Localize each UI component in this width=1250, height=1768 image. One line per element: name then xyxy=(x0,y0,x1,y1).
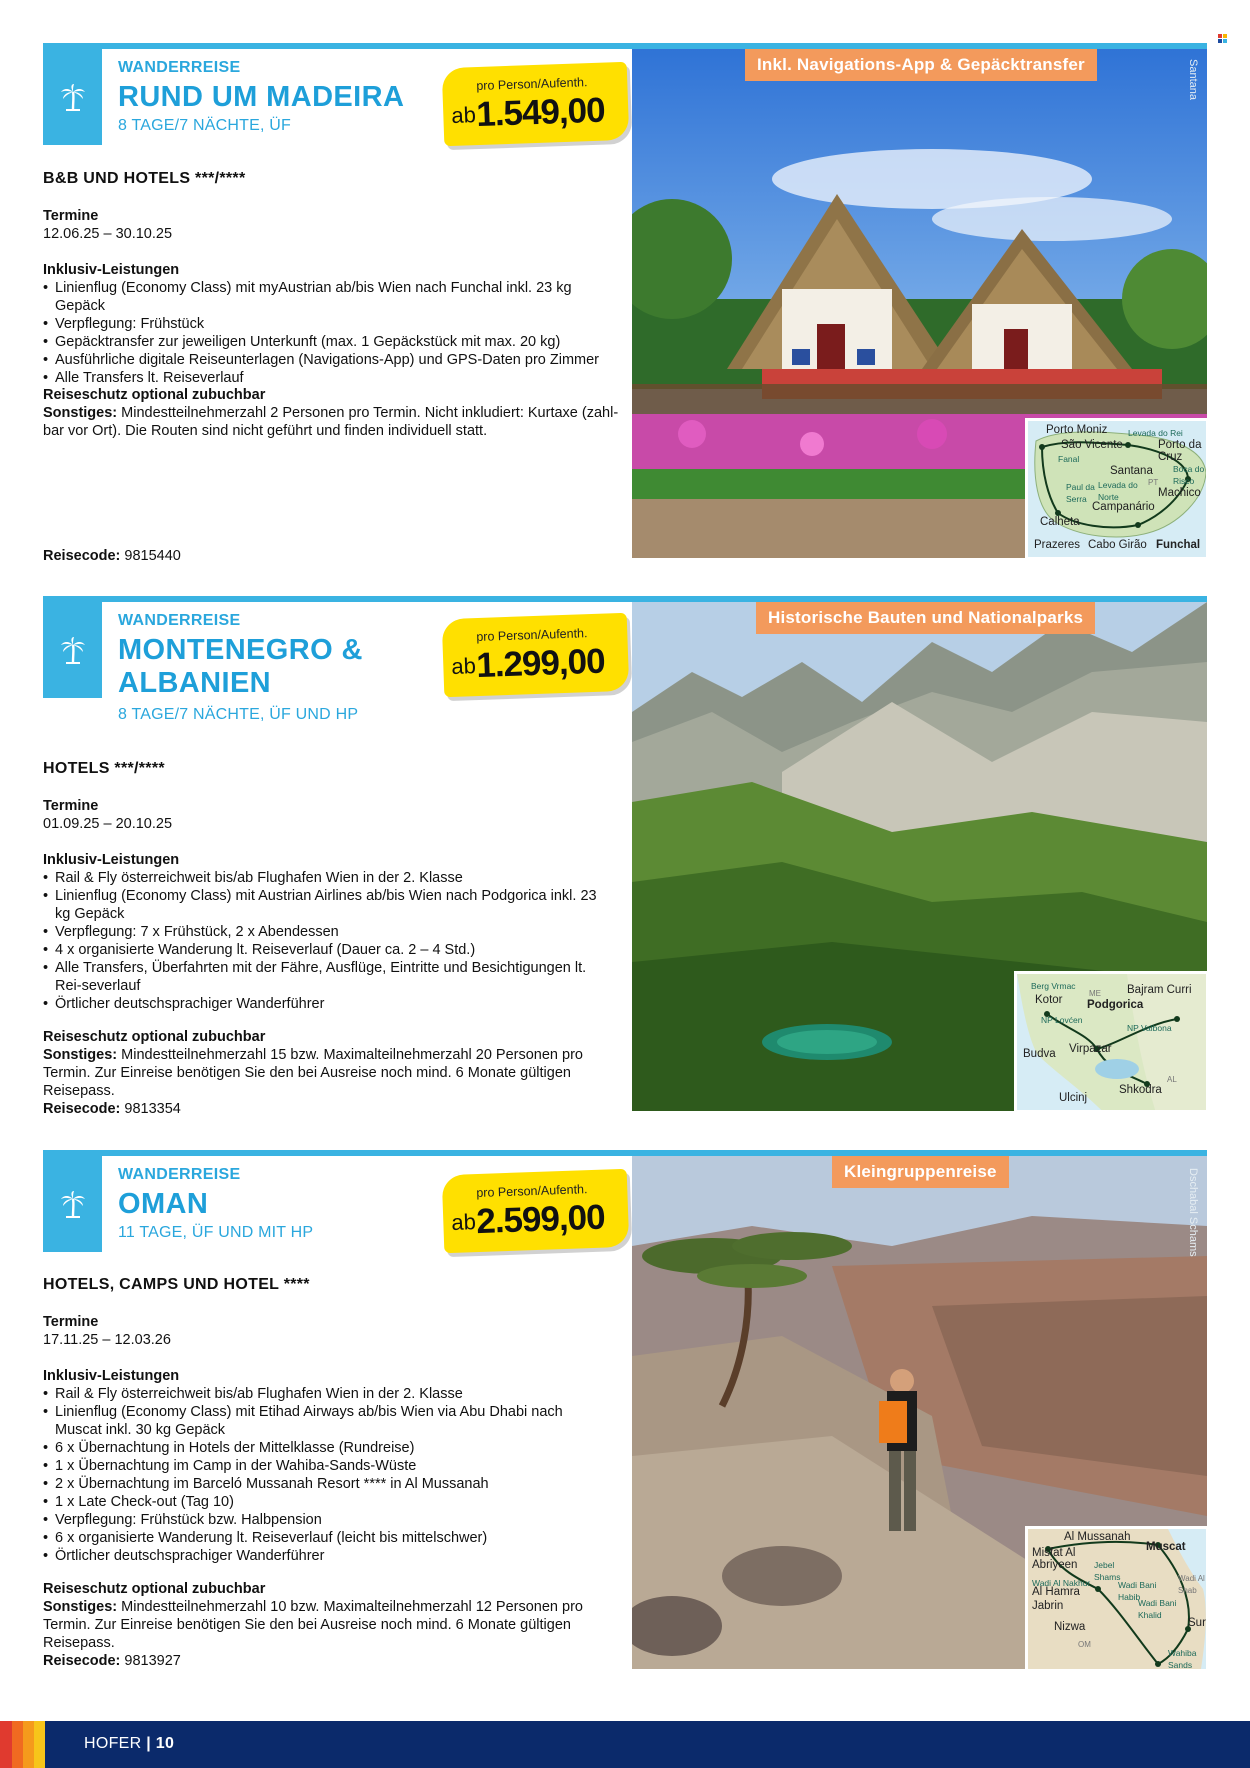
brand-name: HOFER xyxy=(84,1735,142,1752)
list-item: • 4 x organisierte Wanderung lt. Reiseverlauf (Dauer ca. 2 – 4 Std.) xyxy=(43,941,613,959)
termine-heading: Termine xyxy=(43,208,99,224)
reisecode-value: 9815440 xyxy=(124,548,181,564)
list-item: • 2 x Übernachtung im Barceló Mussanah Resort **** in Al Mussanah xyxy=(43,1475,608,1493)
map-label: AL xyxy=(1167,1075,1177,1084)
list-item: • Ausführliche digitale Reiseunterlagen (Navigations-App) und GPS-Daten pro Zimmer xyxy=(43,351,603,369)
sonstiges-text: Mindestteilnehmerzahl 10 bzw. Maximalteilnehmerzahl 12 Personen pro Termin. Zur Einreise benötigen Sie den bei Ausreise noch mind. 6 Monate gültigen Reisepass. xyxy=(43,1599,583,1651)
list-item: • 6 x organisierte Wanderung lt. Reiseverlauf (leicht bis mittelschwer) xyxy=(43,1529,608,1547)
offer-madeira xyxy=(43,43,1207,563)
map-label: Paul da Serra xyxy=(1066,482,1095,504)
list-item: • Rail & Fly österreichweit bis/ab Flughafen Wien in der 2. Klasse xyxy=(43,1385,608,1403)
page-number: 10 xyxy=(155,1735,175,1752)
map-label: Wadi Bani Habib xyxy=(1118,1580,1157,1602)
map-label: Virpazar xyxy=(1069,1043,1112,1055)
sonstiges-block xyxy=(43,1580,625,1652)
map-label: Kotor xyxy=(1035,994,1063,1006)
sonstiges-heading: Sonstiges: xyxy=(43,1047,118,1063)
list-item: • 6 x Übernachtung in Hotels der Mittelklasse (Rundreise) xyxy=(43,1439,608,1457)
map-label: Ulcinj xyxy=(1059,1092,1088,1104)
map-label: Jebel Shams xyxy=(1094,1560,1121,1582)
list-item: • Verpflegung: 7 x Frühstück, 2 x Abendessen xyxy=(43,923,613,941)
footer-stripes xyxy=(0,1721,55,1768)
inklusiv-heading: Inklusiv-Leistungen xyxy=(43,852,180,868)
list-item: • 1 x Late Check-out (Tag 10) xyxy=(43,1493,608,1511)
map-label: Shkodra xyxy=(1119,1084,1162,1096)
map-label: Bajram Curri xyxy=(1127,984,1192,996)
list-item: • Verpflegung: Frühstück bzw. Halbpension xyxy=(43,1511,608,1529)
reisecode-heading: Reisecode: xyxy=(43,1101,121,1117)
page-footer xyxy=(0,1721,1250,1768)
photo-credit: Dschabal Schams xyxy=(1187,1168,1199,1257)
termine-heading: Termine xyxy=(43,798,99,814)
map-label: Wadi Bani Khalid xyxy=(1138,1598,1177,1620)
inklusiv-heading: Inklusiv-Leistungen xyxy=(43,1368,180,1384)
feature-badge: Inkl. Navigations-App & Gepäcktransfer xyxy=(745,49,1097,81)
palm-tree-icon xyxy=(43,1156,102,1252)
reiseschutz-note: Reiseschutz optional zubuchbar xyxy=(43,1029,266,1045)
hotel-category: HOTELS ***/**** xyxy=(43,760,165,777)
inklusiv-list xyxy=(43,279,603,387)
route-map-montenegro xyxy=(1014,971,1207,1111)
termine-block xyxy=(43,1313,623,1349)
map-label: Campanário xyxy=(1092,501,1155,513)
map-label: Funchal xyxy=(1156,539,1201,551)
map-label: Calheta xyxy=(1040,516,1080,528)
photo-oman-hiker xyxy=(632,1156,1207,1669)
price-prefix: ab xyxy=(450,653,477,679)
price-prefix: ab xyxy=(450,102,477,128)
photo-montenegro-mountains xyxy=(632,602,1207,1111)
offer-title: MONTENEGRO & ALBANIEN xyxy=(118,634,363,699)
map-label: NP Valbona xyxy=(1127,1023,1172,1033)
offer-kicker: WANDERREISE xyxy=(118,612,241,629)
sonstiges-heading: Sonstiges: xyxy=(43,405,118,421)
list-item: • Gepäcktransfer zur jeweiligen Unterkunft (max. 1 Gepäckstück mit max. 20 kg) xyxy=(43,333,603,351)
map-label: Al Hamra xyxy=(1032,1586,1080,1598)
reisecode-value: 9813354 xyxy=(124,1101,181,1117)
map-label: Podgorica xyxy=(1087,999,1144,1011)
reisecode-heading: Reisecode: xyxy=(43,1653,121,1669)
list-item: • Örtlicher deutschsprachiger Wanderführer xyxy=(43,1547,608,1565)
list-item: • Örtlicher deutschsprachiger Wanderführer xyxy=(43,995,613,1013)
price-label: pro Person/Aufenth. xyxy=(476,75,588,94)
map-label: Levada do Norte xyxy=(1098,480,1138,502)
map-label: Nizwa xyxy=(1054,1621,1086,1633)
offer-kicker: WANDERREISE xyxy=(118,59,241,76)
photo-credit: Santana xyxy=(1187,59,1199,100)
map-label: Boca do Risco xyxy=(1173,464,1205,486)
route-map-madeira xyxy=(1025,418,1207,558)
map-label: Machico xyxy=(1158,487,1201,499)
list-item: • Alle Transfers lt. Reiseverlauf xyxy=(43,369,603,387)
sonstiges-heading: Sonstiges: xyxy=(43,1599,118,1615)
offer-duration: 11 TAGE, ÜF UND MIT HP xyxy=(118,1224,314,1241)
list-item: • Verpflegung: Frühstück xyxy=(43,315,603,333)
map-label: Wadi Al Shab xyxy=(1178,1574,1205,1595)
termine-block xyxy=(43,207,623,243)
brand-logo-mark xyxy=(1218,34,1228,44)
map-label: Al Mussanah xyxy=(1064,1531,1131,1543)
sonstiges-text: Mindestteilnehmerzahl 2 Personen pro Termin. Nicht inkludiert: Kurtaxe (zahl-bar vor Ort). Die Routen sind nicht geführt und finden individuell statt. xyxy=(43,405,619,439)
hotel-category: B&B UND HOTELS ***/**** xyxy=(43,170,246,187)
list-item: • Linienflug (Economy Class) mit Austrian Airlines ab/bis Wien nach Podgorica inkl. 23 kg Gepäck xyxy=(43,887,613,923)
reisecode-line xyxy=(43,1100,623,1118)
map-label: Sur xyxy=(1188,1617,1206,1629)
map-label: Misfat Al Abriyeen xyxy=(1032,1547,1078,1571)
map-label: Porto Moniz xyxy=(1046,424,1108,436)
hotel-category: HOTELS, CAMPS UND HOTEL **** xyxy=(43,1276,310,1293)
reiseschutz-note: Reiseschutz optional zubuchbar xyxy=(43,1581,266,1597)
feature-badge: Historische Bauten und Nationalparks xyxy=(756,602,1095,634)
reisecode-line xyxy=(43,547,623,565)
reisecode-heading: Reisecode: xyxy=(43,548,121,564)
map-label: ME xyxy=(1089,989,1101,998)
termine-dates: 17.11.25 – 12.03.26 xyxy=(43,1332,171,1348)
list-item: • Linienflug (Economy Class) mit Etihad Airways ab/bis Wien via Abu Dhabi nach Muscat inkl. 30 kg Gepäck xyxy=(43,1403,608,1439)
map-label: Santana xyxy=(1110,465,1153,477)
map-label: Budva xyxy=(1023,1048,1056,1060)
price-label: pro Person/Aufenth. xyxy=(476,626,588,645)
termine-heading: Termine xyxy=(43,1314,99,1330)
feature-badge: Kleingruppenreise xyxy=(832,1156,1009,1188)
price-tag xyxy=(442,613,630,697)
map-label: Muscat xyxy=(1146,1541,1186,1553)
price-amount: 1.549,00 xyxy=(475,90,606,135)
reiseschutz-note: Reiseschutz optional zubuchbar xyxy=(43,387,266,403)
map-label: Porto da Cruz xyxy=(1158,439,1202,463)
map-label: OM xyxy=(1078,1640,1091,1649)
sonstiges-block xyxy=(43,386,623,440)
map-label: Jabrin xyxy=(1032,1600,1064,1612)
price-amount: 1.299,00 xyxy=(475,641,606,686)
inklusiv-heading: Inklusiv-Leistungen xyxy=(43,262,180,278)
offer-oman xyxy=(43,1150,1207,1670)
map-label: Wadi Al Nakhur xyxy=(1032,1578,1091,1588)
termine-dates: 01.09.25 – 20.10.25 xyxy=(43,816,173,832)
map-label: NP Lovćen xyxy=(1041,1015,1083,1025)
palm-tree-icon xyxy=(43,49,102,145)
map-label: São Vicente xyxy=(1061,439,1123,451)
list-item: • Rail & Fly österreichweit bis/ab Flughafen Wien in der 2. Klasse xyxy=(43,869,613,887)
reisecode-value: 9813927 xyxy=(124,1653,181,1669)
offer-duration: 8 TAGE/7 NÄCHTE, ÜF UND HP xyxy=(118,706,359,723)
list-item: • 1 x Übernachtung im Camp in der Wahiba-Sands-Wüste xyxy=(43,1457,608,1475)
inklusiv-list xyxy=(43,1385,608,1565)
sonstiges-block xyxy=(43,1028,625,1100)
offer-duration: 8 TAGE/7 NÄCHTE, ÜF xyxy=(118,117,292,134)
list-item: • Linienflug (Economy Class) mit myAustrian ab/bis Wien nach Funchal inkl. 23 kg Gepäck xyxy=(43,279,603,315)
photo-madeira-santana-houses xyxy=(632,49,1207,558)
footer-label: HOFER | 10 xyxy=(84,1735,175,1752)
inklusiv-block xyxy=(43,1367,608,1565)
map-label: Levada do Rei xyxy=(1128,428,1183,438)
route-map-oman xyxy=(1025,1526,1207,1669)
inklusiv-block xyxy=(43,851,613,1013)
price-prefix: ab xyxy=(450,1209,477,1235)
offer-title: OMAN xyxy=(118,1188,209,1220)
map-label: Cabo Girão xyxy=(1088,539,1147,551)
map-label: Wahiba Sands xyxy=(1168,1648,1197,1669)
inklusiv-block xyxy=(43,261,603,387)
offer-montenegro-albanien xyxy=(43,596,1207,1116)
price-label: pro Person/Aufenth. xyxy=(476,1182,588,1201)
map-label: Fanal xyxy=(1058,454,1080,464)
reisecode-line xyxy=(43,1652,623,1670)
list-item: • Alle Transfers, Überfahrten mit der Fähre, Ausflüge, Eintritte und Besichtigungen lt. Rei-severlauf xyxy=(43,959,613,995)
price-tag xyxy=(442,1169,630,1253)
offer-title: RUND UM MADEIRA xyxy=(118,81,405,113)
palm-tree-icon xyxy=(43,602,102,698)
map-label: Berg Vrmac xyxy=(1031,981,1076,991)
termine-block xyxy=(43,797,623,833)
termine-dates: 12.06.25 – 30.10.25 xyxy=(43,226,173,242)
inklusiv-list xyxy=(43,869,613,1013)
map-label: Prazeres xyxy=(1034,539,1081,551)
offer-kicker: WANDERREISE xyxy=(118,1166,241,1183)
price-tag xyxy=(442,62,630,146)
price-amount: 2.599,00 xyxy=(475,1197,606,1242)
sonstiges-text: Mindestteilnehmerzahl 15 bzw. Maximalteilnehmerzahl 20 Personen pro Termin. Zur Einreise benötigen Sie den bei Ausreise noch mind. 6 Monate gültigen Reisepass. xyxy=(43,1047,583,1099)
map-label: PT xyxy=(1148,478,1159,487)
